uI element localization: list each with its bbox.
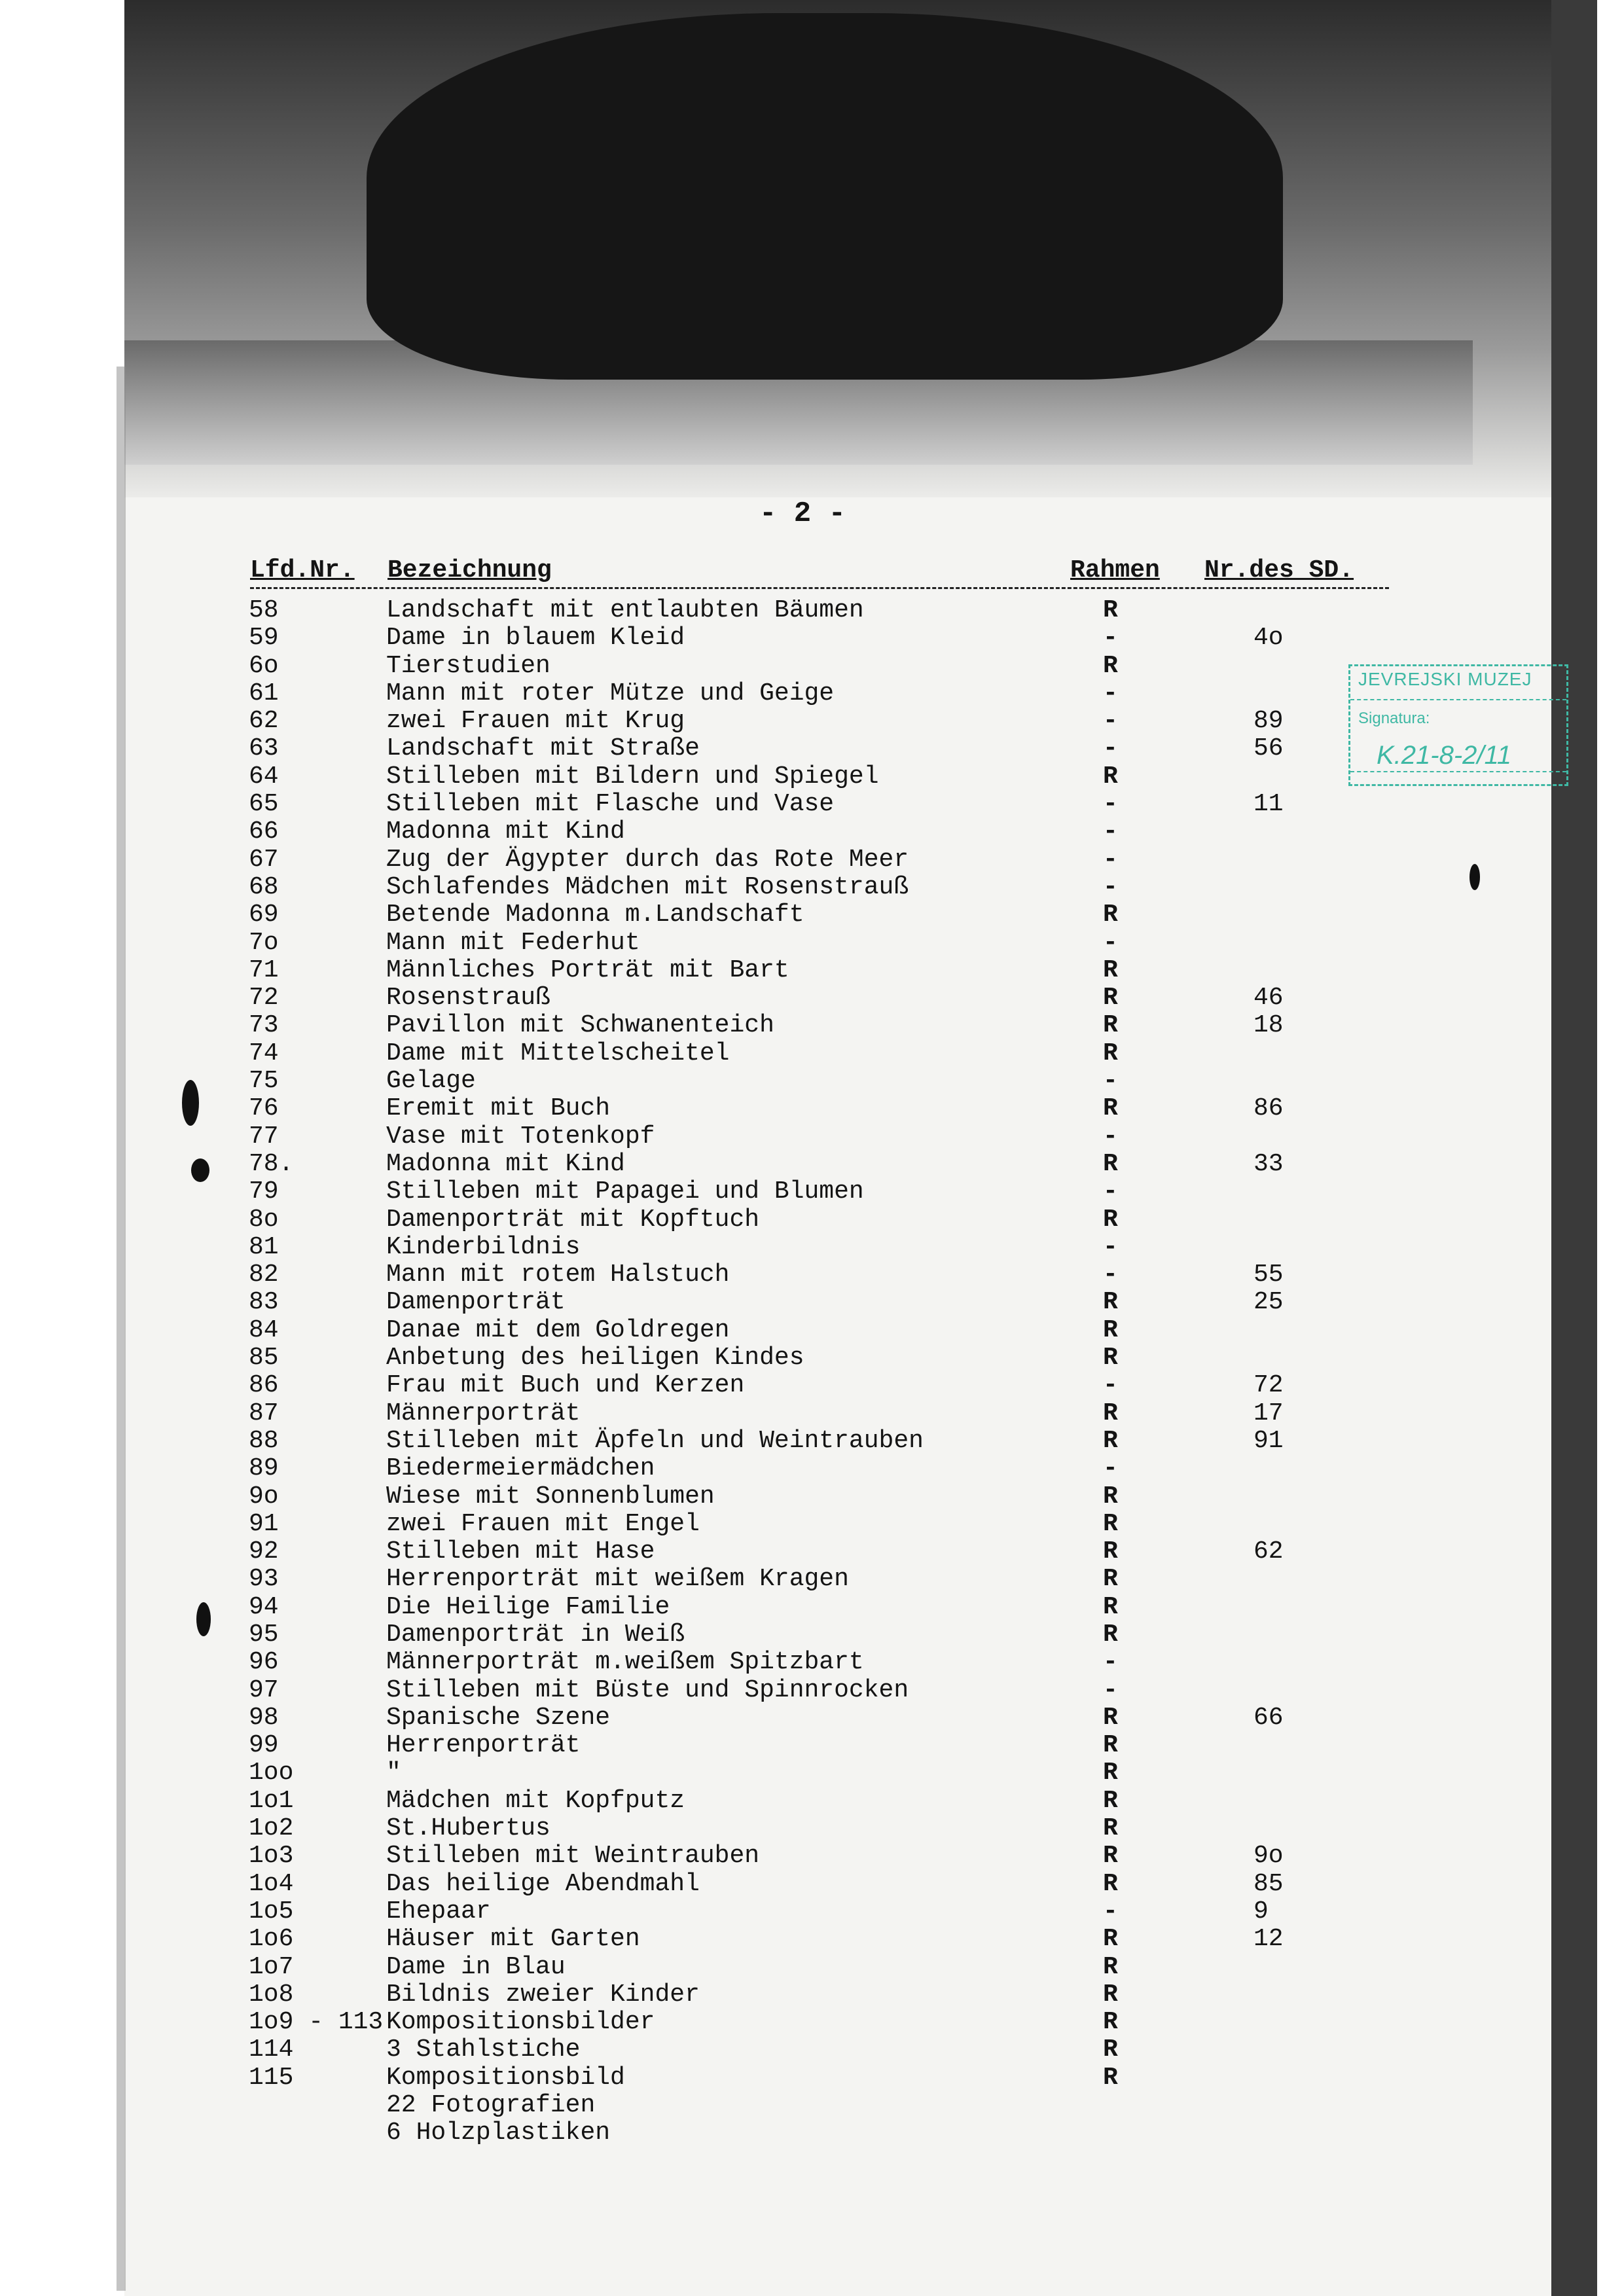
- item-frame: R: [1103, 1344, 1118, 1372]
- list-item: [249, 874, 1427, 901]
- item-sd-number: 33: [1253, 1149, 1284, 1178]
- item-frame: R: [1103, 1731, 1118, 1760]
- item-title: Ehepaar: [386, 1897, 491, 1926]
- item-title: Biedermeiermädchen: [386, 1454, 655, 1483]
- item-number: 76: [249, 1094, 279, 1123]
- item-title: Frau mit Buch und Kerzen: [386, 1371, 745, 1400]
- header-lfd-nr: Lfd.Nr.: [250, 556, 355, 584]
- item-number: 1o4: [249, 1869, 294, 1898]
- inventory-list: [249, 597, 1427, 2147]
- list-item: [249, 929, 1427, 957]
- item-frame: R: [1103, 1592, 1118, 1621]
- item-frame: -: [1103, 845, 1118, 874]
- item-number: 77: [249, 1122, 279, 1151]
- item-number: 1o3: [249, 1842, 294, 1871]
- item-title: Stilleben mit Bildern und Spiegel: [386, 762, 879, 791]
- item-number: 68: [249, 872, 279, 901]
- list-item: [249, 735, 1427, 762]
- item-number: 1oo: [249, 1759, 294, 1787]
- list-item: [249, 1483, 1427, 1511]
- item-title: Bildnis zweier Kinder: [386, 1980, 700, 2009]
- list-item: [249, 708, 1427, 735]
- item-frame: R: [1103, 1925, 1118, 1954]
- item-frame: -: [1103, 1897, 1118, 1926]
- list-item: [249, 1621, 1427, 1649]
- item-title: Stilleben mit Weintrauben: [386, 1842, 760, 1871]
- punch-hole-mark: [196, 1602, 211, 1636]
- item-title: Pavillon mit Schwanenteich: [386, 1011, 774, 1040]
- item-frame: R: [1103, 1759, 1118, 1787]
- item-title: Madonna mit Kind: [386, 817, 625, 846]
- item-frame: -: [1103, 872, 1118, 901]
- item-title: Kompositionsbilder: [386, 2008, 655, 2037]
- item-frame: R: [1103, 1094, 1118, 1123]
- list-item: [249, 1704, 1427, 1732]
- item-frame: R: [1103, 1316, 1118, 1344]
- item-title: Männerporträt m.weißem Spitzbart: [386, 1648, 864, 1677]
- list-item: [249, 1067, 1427, 1095]
- item-frame: R: [1103, 1537, 1118, 1566]
- item-frame: R: [1103, 1980, 1118, 2009]
- page-number: - 2 -: [759, 497, 846, 530]
- list-item: [249, 763, 1427, 791]
- item-frame: R: [1103, 1703, 1118, 1732]
- item-title: zwei Frauen mit Krug: [386, 707, 685, 736]
- item-frame: -: [1103, 1676, 1118, 1704]
- item-frame: R: [1103, 1039, 1118, 1067]
- list-item: [249, 791, 1427, 818]
- punch-hole-mark: [191, 1158, 209, 1182]
- item-number: 91: [249, 1509, 279, 1538]
- item-frame: R: [1103, 1869, 1118, 1898]
- item-frame: R: [1103, 2036, 1118, 2064]
- item-number: 59: [249, 624, 279, 653]
- item-frame: R: [1103, 901, 1118, 929]
- item-title: 3 Stahlstiche: [386, 2036, 581, 2064]
- list-item: [249, 1095, 1427, 1122]
- list-item: [249, 1981, 1427, 2009]
- item-sd-number: 17: [1253, 1399, 1284, 1427]
- list-item: [249, 1594, 1427, 1621]
- list-item: [249, 2092, 1427, 2119]
- museum-stamp: [1348, 664, 1568, 786]
- item-title: Madonna mit Kind: [386, 1149, 625, 1178]
- item-sd-number: 11: [1253, 790, 1284, 819]
- item-number: 1o2: [249, 1814, 294, 1843]
- item-title: Damenporträt in Weiß: [386, 1620, 685, 1649]
- list-item: [249, 1898, 1427, 1926]
- item-title: Mädchen mit Kopfputz: [386, 1786, 685, 1815]
- stamp-signature-label: Signatura:: [1358, 709, 1430, 727]
- item-frame: R: [1103, 1565, 1118, 1594]
- item-title: 22 Fotografien: [386, 2091, 596, 2120]
- item-title: Tierstudien: [386, 651, 550, 680]
- item-frame: -: [1103, 1371, 1118, 1400]
- item-number: 62: [249, 707, 279, 736]
- item-title: St.Hubertus: [386, 1814, 550, 1843]
- item-frame: R: [1103, 1205, 1118, 1234]
- item-frame: -: [1103, 679, 1118, 708]
- item-title: Landschaft mit entlaubten Bäumen: [386, 596, 864, 624]
- item-frame: R: [1103, 596, 1118, 624]
- item-sd-number: 25: [1253, 1288, 1284, 1317]
- item-number: 1o7: [249, 1952, 294, 1981]
- item-title: Danae mit dem Goldregen: [386, 1316, 730, 1344]
- item-number: 7o: [249, 928, 279, 957]
- list-item: [249, 957, 1427, 984]
- item-title: Kompositionsbild: [386, 2063, 625, 2092]
- item-title: Mann mit rotem Halstuch: [386, 1261, 730, 1289]
- list-item: [249, 1289, 1427, 1316]
- item-frame: -: [1103, 817, 1118, 846]
- item-frame: R: [1103, 762, 1118, 791]
- item-title: Die Heilige Familie: [386, 1592, 670, 1621]
- item-sd-number: 4o: [1253, 624, 1284, 653]
- item-number: 1o6: [249, 1925, 294, 1954]
- item-title: Stilleben mit Äpfeln und Weintrauben: [386, 1426, 924, 1455]
- item-sd-number: 91: [1253, 1426, 1284, 1455]
- item-frame: R: [1103, 2008, 1118, 2037]
- item-title: Anbetung des heiligen Kindes: [386, 1344, 804, 1372]
- item-number: 67: [249, 845, 279, 874]
- item-title: ": [386, 1759, 401, 1787]
- item-frame: -: [1103, 624, 1118, 653]
- item-number: 66: [249, 817, 279, 846]
- item-number: 69: [249, 901, 279, 929]
- item-sd-number: 89: [1253, 707, 1284, 736]
- item-title: Herrenporträt mit weißem Kragen: [386, 1565, 849, 1594]
- item-frame: R: [1103, 1426, 1118, 1455]
- item-sd-number: 55: [1253, 1261, 1284, 1289]
- item-sd-number: 86: [1253, 1094, 1284, 1123]
- item-title: Gelage: [386, 1067, 476, 1096]
- item-title: Kinderbildnis: [386, 1232, 581, 1261]
- item-number: 74: [249, 1039, 279, 1067]
- stamp-divider-bottom: [1350, 771, 1566, 772]
- item-frame: R: [1103, 1842, 1118, 1871]
- item-frame: -: [1103, 1122, 1118, 1151]
- list-item: [249, 1787, 1427, 1815]
- item-number: 93: [249, 1565, 279, 1594]
- list-item: [249, 1759, 1427, 1787]
- item-frame: R: [1103, 1509, 1118, 1538]
- ink-mark: [1470, 864, 1480, 890]
- item-title: 6 Holzplastiken: [386, 2119, 611, 2147]
- list-item: [249, 1178, 1427, 1206]
- item-number: 99: [249, 1731, 279, 1760]
- list-item: [249, 1012, 1427, 1039]
- item-title: Dame in Blau: [386, 1952, 566, 1981]
- stamp-museum-name: JEVREJSKI MUZEJ: [1358, 669, 1532, 689]
- list-item: [249, 1372, 1427, 1399]
- item-frame: -: [1103, 734, 1118, 763]
- item-title: Vase mit Totenkopf: [386, 1122, 655, 1151]
- list-item: [249, 1954, 1427, 1981]
- item-frame: R: [1103, 956, 1118, 984]
- list-item: [249, 1649, 1427, 1676]
- item-frame: -: [1103, 928, 1118, 957]
- header-rule: [250, 587, 1389, 589]
- item-frame: R: [1103, 1786, 1118, 1815]
- item-title: Dame mit Mittelscheitel: [386, 1039, 730, 1067]
- item-frame: -: [1103, 1454, 1118, 1483]
- item-title: Stilleben mit Büste und Spinnrocken: [386, 1676, 909, 1704]
- item-frame: -: [1103, 1648, 1118, 1677]
- item-title: Dame in blauem Kleid: [386, 624, 685, 653]
- item-number: 92: [249, 1537, 279, 1566]
- item-sd-number: 56: [1253, 734, 1284, 763]
- header-bezeichnung: Bezeichnung: [388, 556, 552, 584]
- item-title: Männliches Porträt mit Bart: [386, 956, 789, 984]
- list-item: [249, 1511, 1427, 1538]
- item-number: 6o: [249, 651, 279, 680]
- item-number: 1o5: [249, 1897, 294, 1926]
- item-frame: R: [1103, 2063, 1118, 2092]
- header-nr-des-sd: Nr.des SD.: [1204, 556, 1354, 584]
- item-number: 98: [249, 1703, 279, 1732]
- item-number: 1o8: [249, 1980, 294, 2009]
- item-number: 1o9 - 113: [249, 2008, 384, 2037]
- list-item: [249, 1732, 1427, 1759]
- list-item: [249, 2036, 1427, 2064]
- item-sd-number: 85: [1253, 1869, 1284, 1898]
- item-number: 94: [249, 1592, 279, 1621]
- list-item: [249, 1261, 1427, 1289]
- item-title: Stilleben mit Flasche und Vase: [386, 790, 835, 819]
- scanner-object-shadow: [367, 13, 1283, 380]
- item-title: Wiese mit Sonnenblumen: [386, 1482, 715, 1511]
- item-frame: R: [1103, 984, 1118, 1013]
- item-number: 79: [249, 1177, 279, 1206]
- item-number: 85: [249, 1344, 279, 1372]
- item-sd-number: 62: [1253, 1537, 1284, 1566]
- item-title: zwei Frauen mit Engel: [386, 1509, 700, 1538]
- list-item: [249, 2119, 1427, 2147]
- item-number: 58: [249, 596, 279, 624]
- item-frame: -: [1103, 790, 1118, 819]
- item-frame: R: [1103, 1149, 1118, 1178]
- item-frame: R: [1103, 1482, 1118, 1511]
- list-item: [249, 1206, 1427, 1234]
- list-item: [249, 1677, 1427, 1704]
- item-number: 114: [249, 2036, 294, 2064]
- item-number: 71: [249, 956, 279, 984]
- item-number: 88: [249, 1426, 279, 1455]
- item-title: Mann mit roter Mütze und Geige: [386, 679, 835, 708]
- item-frame: R: [1103, 1814, 1118, 1843]
- item-number: 72: [249, 984, 279, 1013]
- item-sd-number: 9o: [1253, 1842, 1284, 1871]
- item-title: Rosenstrauß: [386, 984, 550, 1013]
- list-item: [249, 2009, 1427, 2036]
- item-frame: -: [1103, 1261, 1118, 1289]
- item-number: 75: [249, 1067, 279, 1096]
- item-title: Damenporträt: [386, 1288, 566, 1317]
- list-item: [249, 2064, 1427, 2092]
- list-item: [249, 1040, 1427, 1067]
- list-item: [249, 1400, 1427, 1427]
- item-title: Damenporträt mit Kopftuch: [386, 1205, 760, 1234]
- item-number: 64: [249, 762, 279, 791]
- item-title: Betende Madonna m.Landschaft: [386, 901, 804, 929]
- item-frame: R: [1103, 651, 1118, 680]
- item-number: 73: [249, 1011, 279, 1040]
- punch-hole-mark: [182, 1080, 199, 1126]
- list-item: [249, 1151, 1427, 1178]
- item-frame: R: [1103, 1620, 1118, 1649]
- list-item: [249, 624, 1427, 652]
- item-frame: R: [1103, 1011, 1118, 1040]
- item-number: 63: [249, 734, 279, 763]
- item-number: 65: [249, 790, 279, 819]
- item-number: 9o: [249, 1482, 279, 1511]
- item-number: 1o1: [249, 1786, 294, 1815]
- item-sd-number: 18: [1253, 1011, 1284, 1040]
- item-number: 89: [249, 1454, 279, 1483]
- item-frame: R: [1103, 1952, 1118, 1981]
- item-title: Stilleben mit Hase: [386, 1537, 655, 1566]
- list-item: [249, 846, 1427, 874]
- item-title: Männerporträt: [386, 1399, 581, 1427]
- item-frame: -: [1103, 1067, 1118, 1096]
- list-item: [249, 597, 1427, 624]
- item-sd-number: 12: [1253, 1925, 1284, 1954]
- item-title: Das heilige Abendmahl: [386, 1869, 700, 1898]
- item-number: 82: [249, 1261, 279, 1289]
- list-item: [249, 1344, 1427, 1372]
- list-item: [249, 1234, 1427, 1261]
- list-item: [249, 818, 1427, 846]
- item-title: Stilleben mit Papagei und Blumen: [386, 1177, 864, 1206]
- item-sd-number: 46: [1253, 984, 1284, 1013]
- list-item: [249, 1123, 1427, 1151]
- list-item: [249, 1842, 1427, 1870]
- item-title: Herrenporträt: [386, 1731, 581, 1760]
- item-frame: -: [1103, 1232, 1118, 1261]
- list-item: [249, 1926, 1427, 1953]
- stamp-divider: [1350, 699, 1566, 700]
- list-item: [249, 1317, 1427, 1344]
- item-sd-number: 66: [1253, 1703, 1284, 1732]
- item-frame: -: [1103, 707, 1118, 736]
- item-title: Spanische Szene: [386, 1703, 611, 1732]
- item-frame: R: [1103, 1288, 1118, 1317]
- item-sd-number: 72: [1253, 1371, 1284, 1400]
- list-item: [249, 1566, 1427, 1593]
- item-number: 78.: [249, 1149, 294, 1178]
- item-number: 61: [249, 679, 279, 708]
- item-number: 8o: [249, 1205, 279, 1234]
- item-number: 86: [249, 1371, 279, 1400]
- scan-edge-right: [1551, 0, 1597, 2296]
- list-item: [249, 1427, 1427, 1455]
- stamp-signature-value: K.21-8-2/11: [1377, 741, 1512, 770]
- item-number: 96: [249, 1648, 279, 1677]
- list-item: [249, 1871, 1427, 1898]
- header-rahmen: Rahmen: [1070, 556, 1160, 584]
- item-number: 115: [249, 2063, 294, 2092]
- list-item: [249, 680, 1427, 708]
- list-item: [249, 1455, 1427, 1482]
- list-item: [249, 1815, 1427, 1842]
- list-item: [249, 1538, 1427, 1566]
- item-title: Zug der Ägypter durch das Rote Meer: [386, 845, 909, 874]
- item-number: 83: [249, 1288, 279, 1317]
- list-item: [249, 653, 1427, 680]
- item-frame: -: [1103, 1177, 1118, 1206]
- item-title: Häuser mit Garten: [386, 1925, 640, 1954]
- list-item: [249, 984, 1427, 1012]
- item-title: Schlafendes Mädchen mit Rosenstrauß: [386, 872, 909, 901]
- item-number: 97: [249, 1676, 279, 1704]
- item-sd-number: 9: [1253, 1897, 1269, 1926]
- item-title: Eremit mit Buch: [386, 1094, 611, 1123]
- list-item: [249, 901, 1427, 929]
- item-title: Landschaft mit Straße: [386, 734, 700, 763]
- item-number: 95: [249, 1620, 279, 1649]
- item-title: Mann mit Federhut: [386, 928, 640, 957]
- item-frame: R: [1103, 1399, 1118, 1427]
- scan-edge-left: [117, 367, 126, 2291]
- item-number: 87: [249, 1399, 279, 1427]
- item-number: 81: [249, 1232, 279, 1261]
- item-number: 84: [249, 1316, 279, 1344]
